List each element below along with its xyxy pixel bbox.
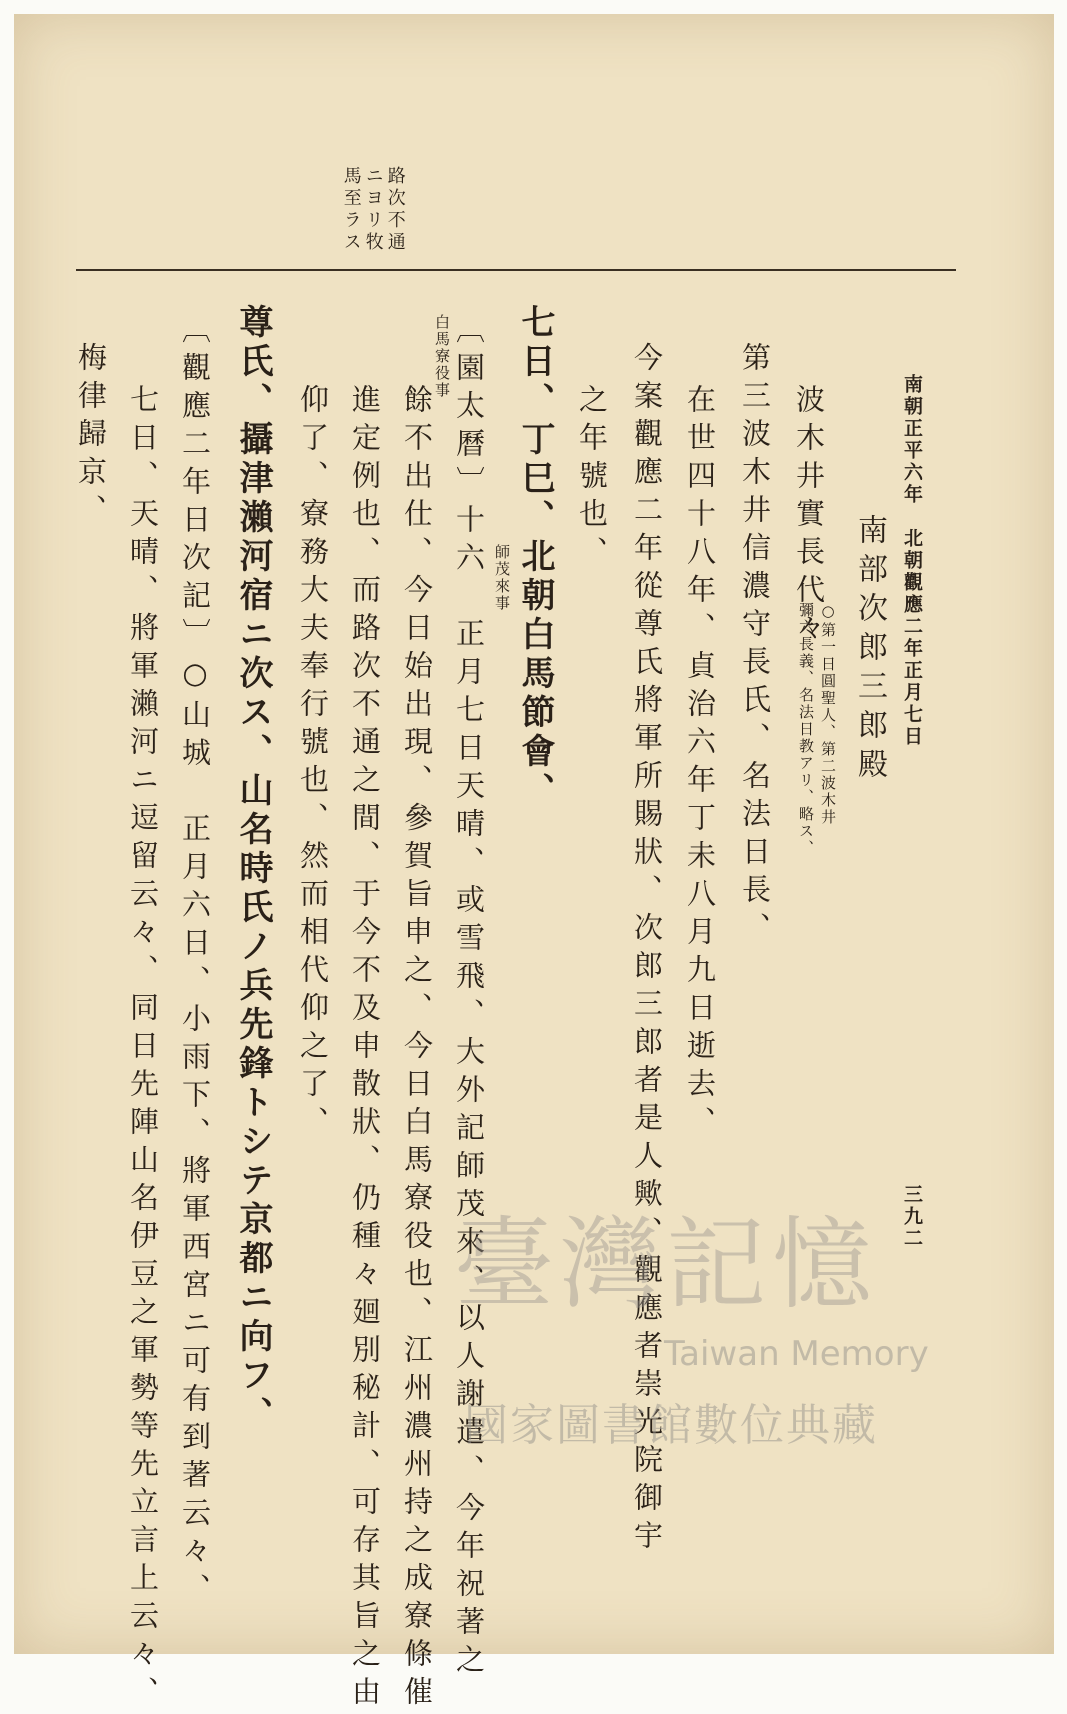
text-column-4: 在世四十八年、貞治六年丁未八月九日逝去、: [683, 384, 717, 1144]
inline-note-2b: 彌六長義、名法日教アリ、略ス、: [797, 602, 815, 857]
running-title: 南朝正平六年 北朝觀應二年正月七日: [901, 374, 923, 748]
text-column-11: 仰了、寮務大夫奉行號也、然而相代仰之了、: [296, 384, 330, 1144]
text-column-6: 之年號也、: [575, 384, 609, 574]
text-column-2: 波木井實長代々: [792, 384, 826, 650]
watermark-logo: 臺灣記憶: [454, 1206, 878, 1323]
watermark-english: Taiwan Memory: [664, 1334, 929, 1374]
text-column-14: 七日、天晴、將軍瀨河ニ逗留云々、同日先陣山名伊豆之軍勢等先立言上云々、: [126, 384, 160, 1714]
margin-note-line-2: ニヨリ牧: [362, 166, 384, 254]
watermark: [454, 1184, 974, 1454]
side-note-8: 師茂來事: [493, 544, 511, 612]
header-rule: [76, 269, 956, 271]
margin-note-line-3: 馬至ラス: [340, 166, 362, 254]
text-column-15: 梅律歸京、: [74, 342, 108, 532]
watermark-chinese: 國家圖書館數位典藏: [464, 1400, 878, 1451]
entry-heading-7th: 七日、丁巳、北朝白馬節會、: [515, 304, 555, 811]
text-column-3: 第三波木井信濃守長氏、名法日長、: [738, 342, 772, 950]
text-column-5: 今案觀應二年從尊氏將軍所賜狀、次郎三郎者是人歟、觀應者崇光院御宇: [630, 342, 664, 1558]
inline-note-2a: ○第一日圓聖人、第二波木井: [819, 602, 837, 826]
text-column-8: 〔園太曆〕十六 正月七日天晴、或雪飛、大外記師茂來、以人謝遣、今年祝著之: [452, 314, 486, 1682]
entry-heading-takauji: 尊氏、攝津瀨河宿ニ次ス、山名時氏ノ兵先鋒トシテ京都ニ向フ、: [233, 304, 273, 1435]
text-column-9: 餘不出仕、今日始出現、參賀旨申之、今日白馬寮役也、江州濃州持之成寮條催: [400, 384, 434, 1714]
addressee-line: 南部次郎三郎殿: [852, 514, 887, 787]
margin-note-line-1: 路次不通: [384, 166, 406, 254]
side-note-9: 白馬寮役事: [433, 314, 451, 399]
text-column-13: 〔觀應二年日次記〕○山城 正月六日、小雨下、將軍西宮ニ可有到著云々、: [178, 314, 212, 1611]
document-page: [14, 14, 1054, 1714]
text-column-10: 進定例也、而路次不通之間、于今不及申散狀、仍種々廻別秘計、可存其旨之由: [348, 384, 382, 1714]
page-number: 三九二: [901, 1184, 923, 1250]
